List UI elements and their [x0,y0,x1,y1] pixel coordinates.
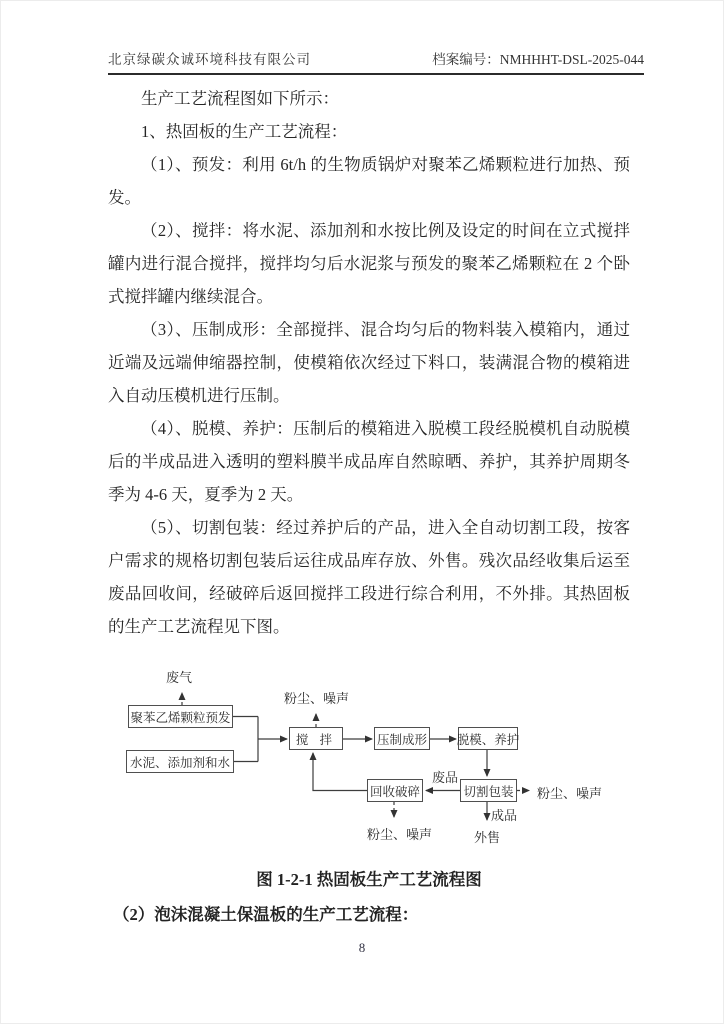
box-recycle-crushing: 回收破碎 [367,779,423,802]
paragraph-step4-demolding: （4）、脱模、养护：压制后的模箱进入脱模工段经脱模机自动脱模后的半成品进入透明的塑料膜半成品库自然晾晒、养护，其养护周期冬季为 4-6 天，夏季为 2 天。 [108,419,630,504]
paragraph-step2-mixing: （2）、搅拌：将水泥、添加剂和水按比例及设定的时间在立式搅拌罐内进行混合搅拌，搅拌均匀后水泥浆与预发的聚苯乙烯颗粒在 2 个卧式搅拌罐内继续混合。 [108,221,630,306]
page-header [108,48,644,75]
box-cutting-packing: 切割包装 [460,779,517,802]
flow-connectors [0,655,724,851]
process-flow-diagram [0,655,724,851]
section2-heading: （2）泡沫混凝土保温板的生产工艺流程： [112,905,419,924]
box-mixing: 搅 拌 [289,727,343,750]
box-demold-curing: 脱模、养护 [458,727,518,750]
paragraph-step5-cutting: （5）、切割包装：经过养护后的产品，进入全自动切割工段，按客户需求的规格切割包装后运往成品库存放、外售。残次品经收集后运至废品回收间，经破碎后返回搅拌工段进行综合利用，不外排。其热固板的生产工艺流程见下图。 [108,518,630,636]
paragraph-intro: 生产工艺流程图如下所示： [141,89,339,108]
box-cement-water: 水泥、添加剂和水 [126,750,234,773]
archive-number [432,48,644,68]
label-waste-gas: 废气 [166,670,193,685]
label-external-sale: 外售 [474,830,501,845]
paragraph-step3-pressing: （3）、压制成形：全部搅拌、混合均匀后的物料装入模箱内，通过近端及远端伸缩器控制，使模箱依次经过下料口，装满混合物的模箱进入自动压模机进行压制。 [108,320,630,405]
label-dust-noise-recycle: 粉尘、噪声 [367,827,433,842]
company-name: 北京绿碳众诚环境科技有限公司 [108,52,311,67]
page-number: 8 [358,940,366,955]
paragraph-item1: 1、热固板的生产工艺流程： [141,122,348,141]
box-pressing: 压制成形 [374,727,430,750]
label-dust-noise-cutting: 粉尘、噪声 [537,786,603,801]
figure-caption: 图 1-2-1 热固板生产工艺流程图 [256,870,482,889]
box-pre-expansion: 聚苯乙烯颗粒预发 [128,705,233,728]
label-dust-noise-mixing: 粉尘、噪声 [284,691,350,706]
archive-label: 档案编号： [432,52,500,67]
body-text [108,82,630,643]
paragraph-step1-preexpansion: （1）、预发：利用 6t/h 的生物质锅炉对聚苯乙烯颗粒进行加热、预发。 [108,155,630,207]
label-scrap: 废品 [432,770,459,785]
label-finished-product: 成品 [491,808,518,823]
archive-value: NMHHHT-DSL-2025-044 [499,52,644,67]
